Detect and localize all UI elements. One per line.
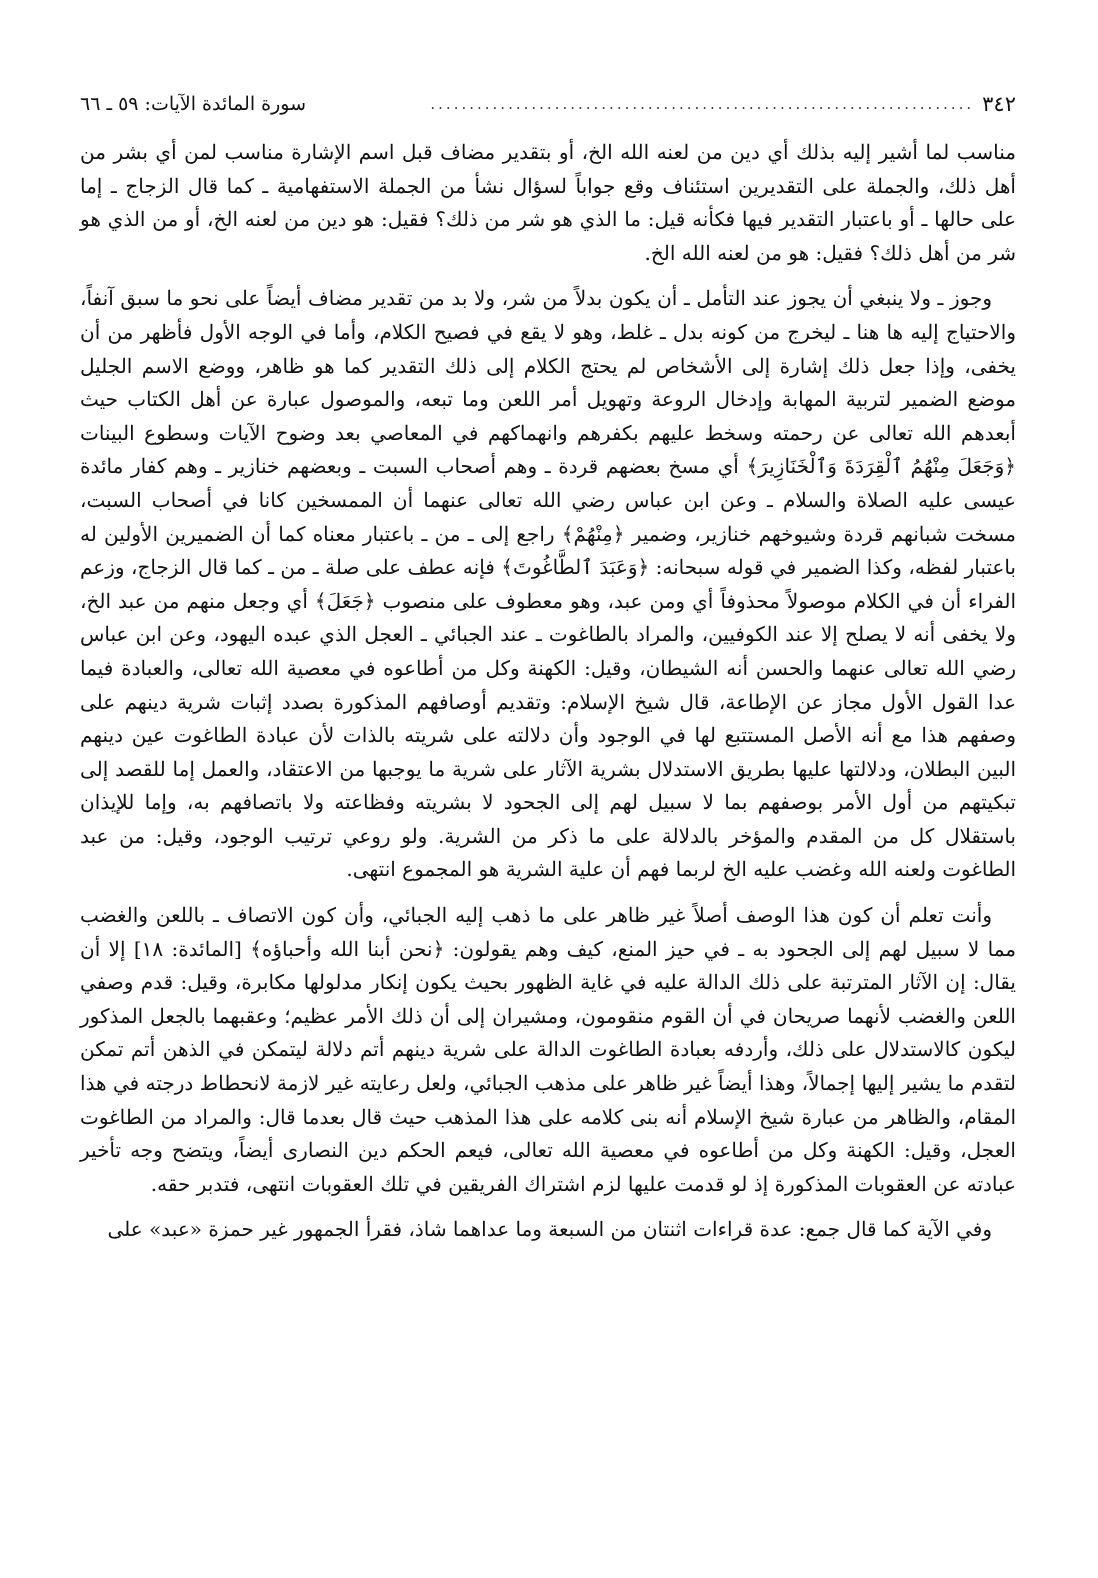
paragraph-3: وأنت تعلم أن كون هذا الوصف أصلاً غير ظاهر على ما ذهب إليه الجبائي، وأن كون الاتصاف ـ باللعن والغضب مما لا سبيل لهم إلى الجحود به ـ في حيز المنع، كيف وهم يقولون: ﴿نحن أبنا الله وأحباؤه﴾ [المائدة: ١٨] إلا أن يقال: إن الآثار المترتبة على ذلك الدالة عليه في غاية الظهور بحيث يكون إنكار مدلولها مكابرة، وقيل: قدم وصفي اللعن والغضب لأنهما صريحان في أن القوم منقومون، ومشيران إلى أن ذلك الأمر عظيم؛ وعقبهما بالجعل المذكور ليكون كالاستدلال على ذلك، وأردفه بعبادة الطاغوت الدالة على شرية دينهم أتم دلالة ليتمكن في الذهن أتم تمكن لتقدم ما يشير إليها إجمالاً، وهذا أيضاً غير ظاهر على مذهب الجبائي، ولعل رعايته غير لازمة لانحطاط درجته في هذا المقام، والظاهر من عبارة شيخ الإسلام أنه بنى كلامه على هذا المذهب حيث قال بعدما قال: والمراد من الطاغوت العجل، وقيل: الكهنة وكل من أطاعوه في معصية الله تعالى، فيعم الحكم دين النصارى أيضاً، ويتضح وجه تأخير عبادته عن العقوبات المذكورة إذ لو قدمت عليها لزم اشتراك الفريقين في تلك العقوبات انتهى، فتدبر حقه. bbox=[80, 903, 1016, 1196]
page-header bbox=[80, 86, 1016, 122]
header-leader-dots: ...................................................................... bbox=[430, 95, 975, 113]
surah-range-title: سورة المائدة الآيات: ٥٩ ـ ٦٦ bbox=[80, 93, 307, 115]
page-body bbox=[80, 136, 1016, 1247]
page-number: ٣٤٢ bbox=[982, 92, 1016, 116]
running-head bbox=[430, 92, 1016, 116]
book-page bbox=[80, 86, 1016, 1546]
paragraph-2: وجوز ـ ولا ينبغي أن يجوز عند التأمل ـ أن يكون بدلاً من شر، ولا بد من تقدير مضاف أيضاً على نحو ما سبق آنفاً، والاحتياج إليه ها هنا ـ ليخرج من كونه بدل ـ غلط، وهو لا يقع في فصيح الكلام، وأما في الوجه الأول فأظهر من أن يخفى، وإذا جعل ذلك إشارة إلى الأشخاص لم يحتج الكلام إلى ذلك التقدير كما هو ظاهر، ووضع الاسم الجليل موضع الضمير لتربية المهابة وإدخال الروعة وتهويل أمر اللعن وما تبعه، والموصول عبارة عن أهل الكتاب حيث أبعدهم الله تعالى عن رحمته وسخط عليهم بكفرهم وانهماكهم في المعاصي بعد وضوح الآيات وسطوع البينات ﴿وَجَعَلَ مِنْهُمُ ٱلْقِرَدَةَ وَٱلْخَنَازِيرَ﴾ أي مسخ بعضهم قردة ـ وهم أصحاب السبت ـ وبعضهم خنازير ـ وهم كفار مائدة عيسى عليه الصلاة والسلام ـ وعن ابن عباس رضي الله تعالى عنهما أن الممسخين كانا في أصحاب السبت، مسخت شبانهم قردة وشيوخهم خنازير، وضمير ﴿مِنْهُمْ﴾ راجع إلى ـ من ـ باعتبار معناه كما أن الضميرين الأولين له باعتبار لفظه، وكذا الضمير في قوله سبحانه: ﴿وَعَبَدَ ٱلطَّاغُوتَ﴾ فإنه عطف على صلة ـ من ـ كما قال الزجاج، وزعم الفراء أن في الكلام موصولاً محذوفاً أي ومن عبد، وهو معطوف على منصوب ﴿جَعَلَ﴾ أي وجعل منهم من عبد الخ، ولا يخفى أنه لا يصلح إلا عند الكوفيين، والمراد بالطاغوت ـ عند الجبائي ـ العجل الذي عبده اليهود، وعن ابن عباس رضي الله تعالى عنهما والحسن أنه الشيطان، وقيل: الكهنة وكل من أطاعوه في معصية الله تعالى، والعبادة فيما عدا القول الأول مجاز عن الإطاعة، قال شيخ الإسلام: وتقديم أوصافهم المذكورة بصدد إثبات شرية دينهم على وصفهم هذا مع أنه الأصل المستتبع لها في الوجود وأن دلالته على شريته بالذات لأن عبادة الطاغوت عين دينهم البين البطلان، ودلالتها عليها بطريق الاستدلال بشرية الآثار على شرية ما يوجبها من الاعتقاد، والعمل إما للقصد إلى تبكيتهم من أول الأمر بوصفهم بما لا سبيل لهم إلى الجحود لا بشريته وفظاعته ولا باتصافهم به، وإما للإيذان باستقلال كل من المقدم والمؤخر بالدلالة على ما ذكر من الشرية. ولو روعي ترتيب الوجود، وقيل: من عبد الطاغوت ولعنه الله وغضب عليه الخ لربما فهم أن علية الشرية هو المجموع انتهى. bbox=[80, 286, 1016, 882]
paragraph-1: مناسب لما أشير إليه بذلك أي دين من لعنه الله الخ، أو بتقدير مضاف قبل اسم الإشارة مناسب لمن أي بشر من أهل ذلك، والجملة على التقديرين استئناف وقع جواباً لسؤال نشأ من الجملة الاستفهامية ـ كما قال الزجاج ـ إما على حالها ـ أو باعتبار التقدير فيها فكأنه قيل: ما الذي هو شر من ذلك؟ فقيل: هو دين من لعنه الخ، أو من الذي هو شر من أهل ذلك؟ فقيل: هو من لعنه الله الخ. bbox=[80, 140, 1016, 265]
paragraph-4: وفي الآية كما قال جمع: عدة قراءات اثنتان من السبعة وما عداهما شاذ، فقرأ الجمهور غير حمزة «عبد» على bbox=[107, 1217, 992, 1242]
